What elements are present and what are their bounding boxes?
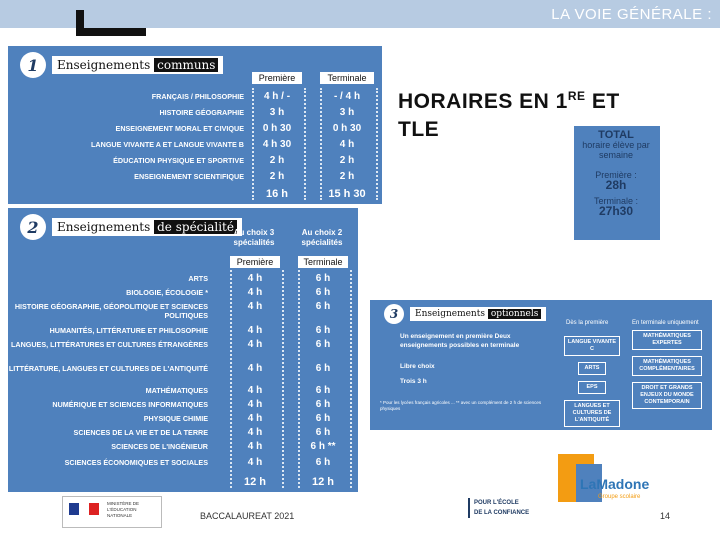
- panel-notes: * Pour les lycées français agricoles ... ** avec un complément de 2 h de sciences physiques: [380, 400, 542, 411]
- specialty-label: NUMÉRIQUE ET SCIENCES INFORMATIQUES: [52, 400, 208, 409]
- hours-terminale: 6 h: [315, 413, 331, 424]
- title-sup: RE: [567, 89, 586, 103]
- hours-premiere: 4 h: [247, 287, 263, 298]
- footer-baccalaureat: BACCALAUREAT 2021: [200, 511, 295, 521]
- specialty-label: SCIENCES DE LA VIE ET DE LA TERRE: [73, 428, 208, 437]
- specialty-label: LANGUES, LITTÉRATURES ET CULTURES ÉTRANGÈRES: [11, 340, 208, 349]
- hours-terminale: 6 h: [315, 301, 331, 312]
- hours-premiere: 2 h: [269, 171, 285, 182]
- hours-premiere: 4 h: [247, 413, 263, 424]
- panel-specialty-courses: [8, 208, 358, 492]
- panel-title-highlight: de spécialité: [154, 220, 237, 234]
- hours-terminale: 6 h: [315, 273, 331, 284]
- panel-common-courses: [8, 46, 382, 204]
- optional-item: Libre choix: [400, 363, 435, 370]
- hours-premiere: 0 h 30: [262, 123, 292, 134]
- course-label: ÉDUCATION PHYSIQUE ET SPORTIVE: [113, 156, 244, 165]
- hours-premiere: 4 h: [247, 457, 263, 468]
- col-premiere: Première: [230, 256, 280, 268]
- title-part: HORAIRES EN 1: [398, 90, 568, 113]
- hours-terminale: 2 h: [339, 171, 355, 182]
- slogan-line: POUR L'ÉCOLE: [474, 500, 519, 506]
- total-hours-box: [574, 126, 660, 240]
- panel-optional-courses: [370, 300, 712, 430]
- course-label: FRANÇAIS / PHILOSOPHIE: [151, 92, 244, 101]
- ministry-logo: [62, 496, 162, 528]
- col-terminale: En terminale uniquement: [632, 320, 699, 326]
- col-premiere: Dès la première: [566, 320, 609, 326]
- total-terminale-value: 27h30: [598, 204, 634, 218]
- brand-name: LaMadone: [580, 476, 650, 492]
- logo-mark: [76, 10, 146, 36]
- hours-terminale: 6 h: [315, 399, 331, 410]
- hours-terminale: 6 h: [315, 385, 331, 396]
- hours-terminale: 6 h: [315, 339, 331, 350]
- flag-icon: [69, 503, 99, 515]
- lamadone-logo: [558, 454, 650, 508]
- specialty-label: HISTOIRE GÉOGRAPHIE, GÉOPOLITIQUE ET SCIENCES POLITIQUES: [14, 302, 208, 320]
- total-premiere-value: 28h: [605, 178, 627, 192]
- hours-premiere: 4 h: [247, 427, 263, 438]
- hours-terminale: 4 h: [339, 139, 355, 150]
- hours-premiere: 4 h: [247, 325, 263, 336]
- specialty-label: HUMANITÉS, LITTÉRATURE ET PHILOSOPHIE: [49, 326, 208, 335]
- hours-premiere: 4 h: [247, 301, 263, 312]
- hours-terminale: 6 h: [315, 287, 331, 298]
- optional-item: Un enseignement en première Deux enseignements possibles en terminale: [400, 333, 520, 349]
- hours-terminale: 6 h: [315, 325, 331, 336]
- total-hours-card: [580, 130, 652, 234]
- total-premiere-label: Première :: [595, 170, 637, 180]
- premiere-options: [564, 336, 620, 427]
- total-terminale: 15 h 30: [328, 188, 366, 200]
- hours-terminale: 6 h: [315, 363, 331, 374]
- panel-number: 2: [20, 214, 46, 240]
- specialty-label: LITTÉRATURE, LANGUES ET CULTURES DE L'ANTIQUITÉ: [8, 364, 208, 373]
- page-number: 14: [660, 511, 671, 521]
- panel-header: [384, 304, 546, 324]
- hours-premiere: 4 h: [247, 363, 263, 374]
- panel-title-text: Enseignements: [57, 220, 151, 234]
- option-badge: DROIT ET GRANDS ENJEUX DU MONDE CONTEMPORAIN: [632, 382, 702, 409]
- specialty-label: SCIENCES ÉCONOMIQUES ET SOCIALES: [64, 458, 208, 467]
- brand-sub: Groupe scolaire: [598, 494, 641, 500]
- panel-title: [52, 218, 242, 236]
- terminale-options: [632, 330, 702, 409]
- hours-terminale: 2 h: [339, 155, 355, 166]
- total-terminale: 12 h: [311, 476, 334, 488]
- hours-premiere: 4 h 30: [262, 139, 292, 150]
- ministry-name: MINISTÈRE DE L'ÉDUCATION NATIONALE: [107, 501, 140, 518]
- hours-premiere: 4 h: [247, 339, 263, 350]
- slogan-line: DE LA CONFIANCE: [474, 510, 530, 516]
- hours-premiere: 4 h: [247, 399, 263, 410]
- total-subtitle: horaire élève par semaine: [582, 140, 650, 160]
- option-badge: ARTS: [578, 362, 606, 375]
- panel-title-text: Enseignements: [415, 309, 485, 319]
- panel-number: 1: [20, 52, 46, 78]
- hours-terminale: 6 h: [315, 427, 331, 438]
- panel-number: 3: [384, 304, 404, 324]
- col-terminale: Terminale: [298, 256, 348, 268]
- panel-header: [20, 214, 242, 240]
- course-label: HISTOIRE GÉOGRAPHIE: [159, 108, 244, 117]
- specialty-label: PHYSIQUE CHIMIE: [143, 414, 208, 423]
- hours-terminale: 6 h **: [310, 441, 336, 452]
- hours-terminale: - / 4 h: [333, 91, 361, 102]
- panel-header: [20, 52, 223, 78]
- slide-header-title: LA VOIE GÉNÉRALE :: [551, 6, 712, 23]
- option-badge: EPS: [578, 381, 606, 394]
- title-part: ET: [585, 90, 620, 113]
- specialty-label: ARTS: [188, 274, 208, 283]
- hours-premiere: 4 h: [247, 273, 263, 284]
- panel-title: [410, 307, 546, 321]
- panel-title-highlight: communs: [154, 58, 218, 72]
- course-label: ENSEIGNEMENT MORAL ET CIVIQUE: [115, 124, 244, 133]
- panel-title: [52, 56, 223, 74]
- title-part: TLE: [398, 118, 440, 141]
- panel-title-highlight: optionnels: [488, 309, 542, 319]
- hours-premiere: 4 h: [247, 385, 263, 396]
- panel-title-text: Enseignements: [57, 58, 151, 72]
- total-terminale-label: Terminale :: [593, 196, 638, 206]
- hours-terminale: 0 h 30: [332, 123, 362, 134]
- choice-premiere: Au choix 3 spécialités: [233, 228, 275, 247]
- col-terminale: Terminale: [320, 72, 374, 84]
- specialty-label: SCIENCES DE L'INGÉNIEUR: [111, 442, 208, 451]
- option-badge: LANGUES ET CULTURES DE L'ANTIQUITÉ: [564, 400, 620, 427]
- hours-premiere: 2 h: [269, 155, 285, 166]
- choice-terminale: Au choix 2 spécialités: [301, 228, 343, 247]
- optional-item: Trois 3 h: [400, 378, 427, 385]
- course-label: LANGUE VIVANTE A ET LANGUE VIVANTE B: [91, 140, 244, 149]
- option-badge: LANGUE VIVANTE C: [564, 336, 620, 356]
- total-title: TOTAL: [598, 129, 634, 141]
- total-premiere: 16 h: [265, 188, 288, 200]
- hours-terminale: 6 h: [315, 457, 331, 468]
- confidence-slogan: [468, 498, 558, 518]
- specialty-label: BIOLOGIE, ÉCOLOGIE *: [126, 288, 208, 297]
- course-label: ENSEIGNEMENT SCIENTIFIQUE: [134, 172, 244, 181]
- optional-items: [400, 332, 550, 386]
- option-badge: MATHÉMATIQUES EXPERTES: [632, 330, 702, 350]
- specialty-label: MATHÉMATIQUES: [145, 386, 208, 395]
- hours-premiere: 4 h: [247, 441, 263, 452]
- hours-premiere: 4 h / -: [263, 91, 291, 102]
- hours-premiere: 3 h: [269, 107, 285, 118]
- col-premiere: Première: [252, 72, 302, 84]
- total-premiere: 12 h: [243, 476, 266, 488]
- option-badge: MATHÉMATIQUES COMPLÉMENTAIRES: [632, 356, 702, 376]
- hours-terminale: 3 h: [339, 107, 355, 118]
